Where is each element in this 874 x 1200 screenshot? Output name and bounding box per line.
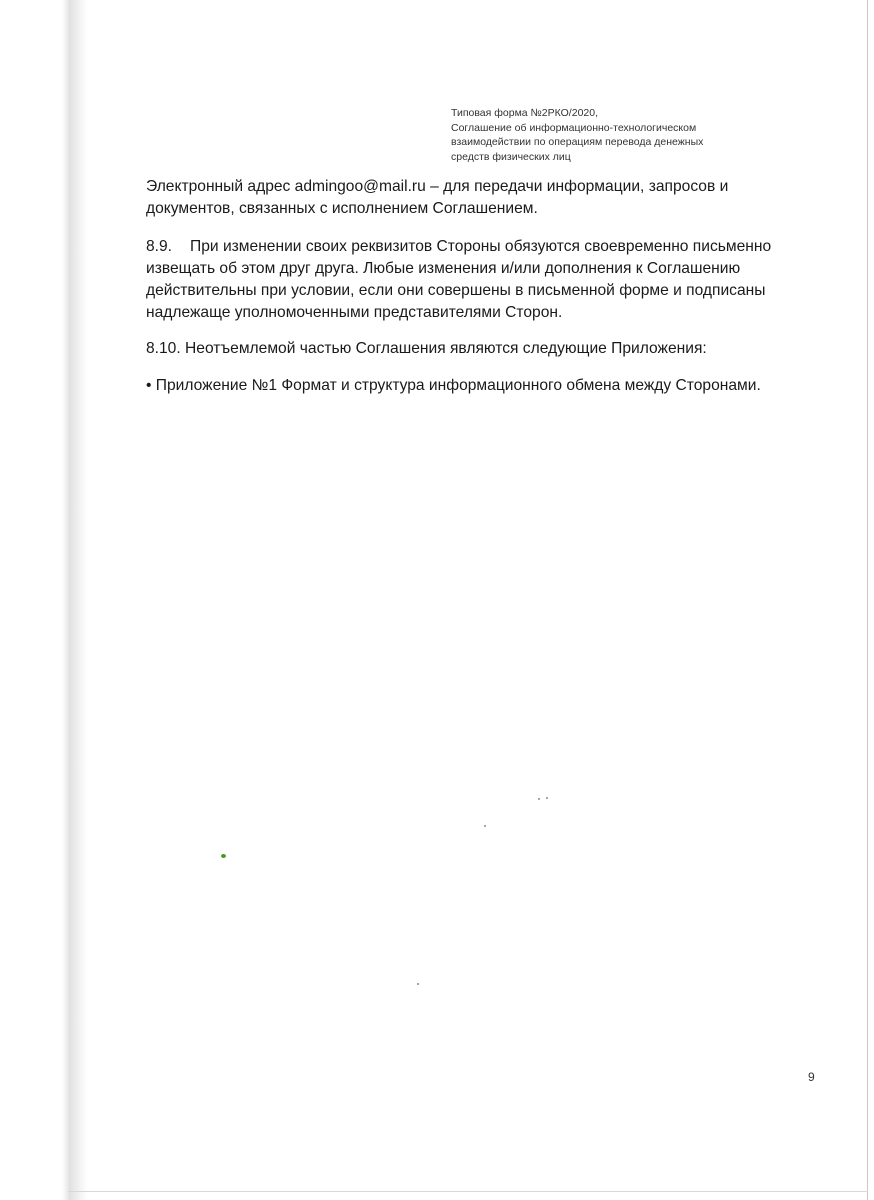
email-paragraph-line-2: документов, связанных с исполнением Соглашением. xyxy=(146,200,538,217)
scan-speck xyxy=(546,797,548,799)
clause-8-9-line-4: надлежаще уполномоченными представителями Сторон. xyxy=(146,304,563,321)
clause-8-10-text: 8.10. Неотъемлемой частью Соглашения являются следующие Приложения: xyxy=(146,340,707,357)
email-paragraph-line-1: Электронный адрес admingoo@mail.ru – для передачи информации, запросов и xyxy=(146,178,729,195)
scan-speck xyxy=(484,825,486,827)
clause-8-9-line-1 xyxy=(146,236,826,258)
clause-8-10 xyxy=(146,338,826,360)
page-edge-bottom xyxy=(68,1191,868,1192)
page-edge-right xyxy=(867,0,868,1200)
scan-speck xyxy=(417,983,419,985)
email-paragraph xyxy=(146,176,826,220)
clause-8-9-line-3: действительны при условии, если они совершены в письменной форме и подписаны xyxy=(146,282,766,299)
header-line-4: средств физических лиц xyxy=(451,150,571,163)
header-line-1: Типовая форма №2РКО/2020, xyxy=(451,107,599,119)
header-line-2: Соглашение об информационно-технологическом xyxy=(451,121,697,134)
clause-8-9 xyxy=(146,236,826,324)
appendix-1-text: • Приложение №1 Формат и структура информационного обмена между Сторонами. xyxy=(146,377,761,394)
scan-speck xyxy=(538,798,540,800)
clause-8-9-line-2: извещать об этом друг друга. Любые изменения и/или дополнения к Соглашению xyxy=(146,260,741,277)
clause-8-9-text-1: При изменении своих реквизитов Стороны обязуются своевременно письменно xyxy=(190,238,772,255)
appendix-list-item xyxy=(146,375,826,397)
form-header xyxy=(451,106,771,164)
scan-shadow xyxy=(62,0,88,1200)
clause-8-9-number: 8.9. xyxy=(146,238,173,255)
ink-speck-green xyxy=(221,854,226,858)
header-line-3: взаимодействии по операциям перевода денежных xyxy=(451,136,704,148)
page-number: 9 xyxy=(808,1070,815,1084)
